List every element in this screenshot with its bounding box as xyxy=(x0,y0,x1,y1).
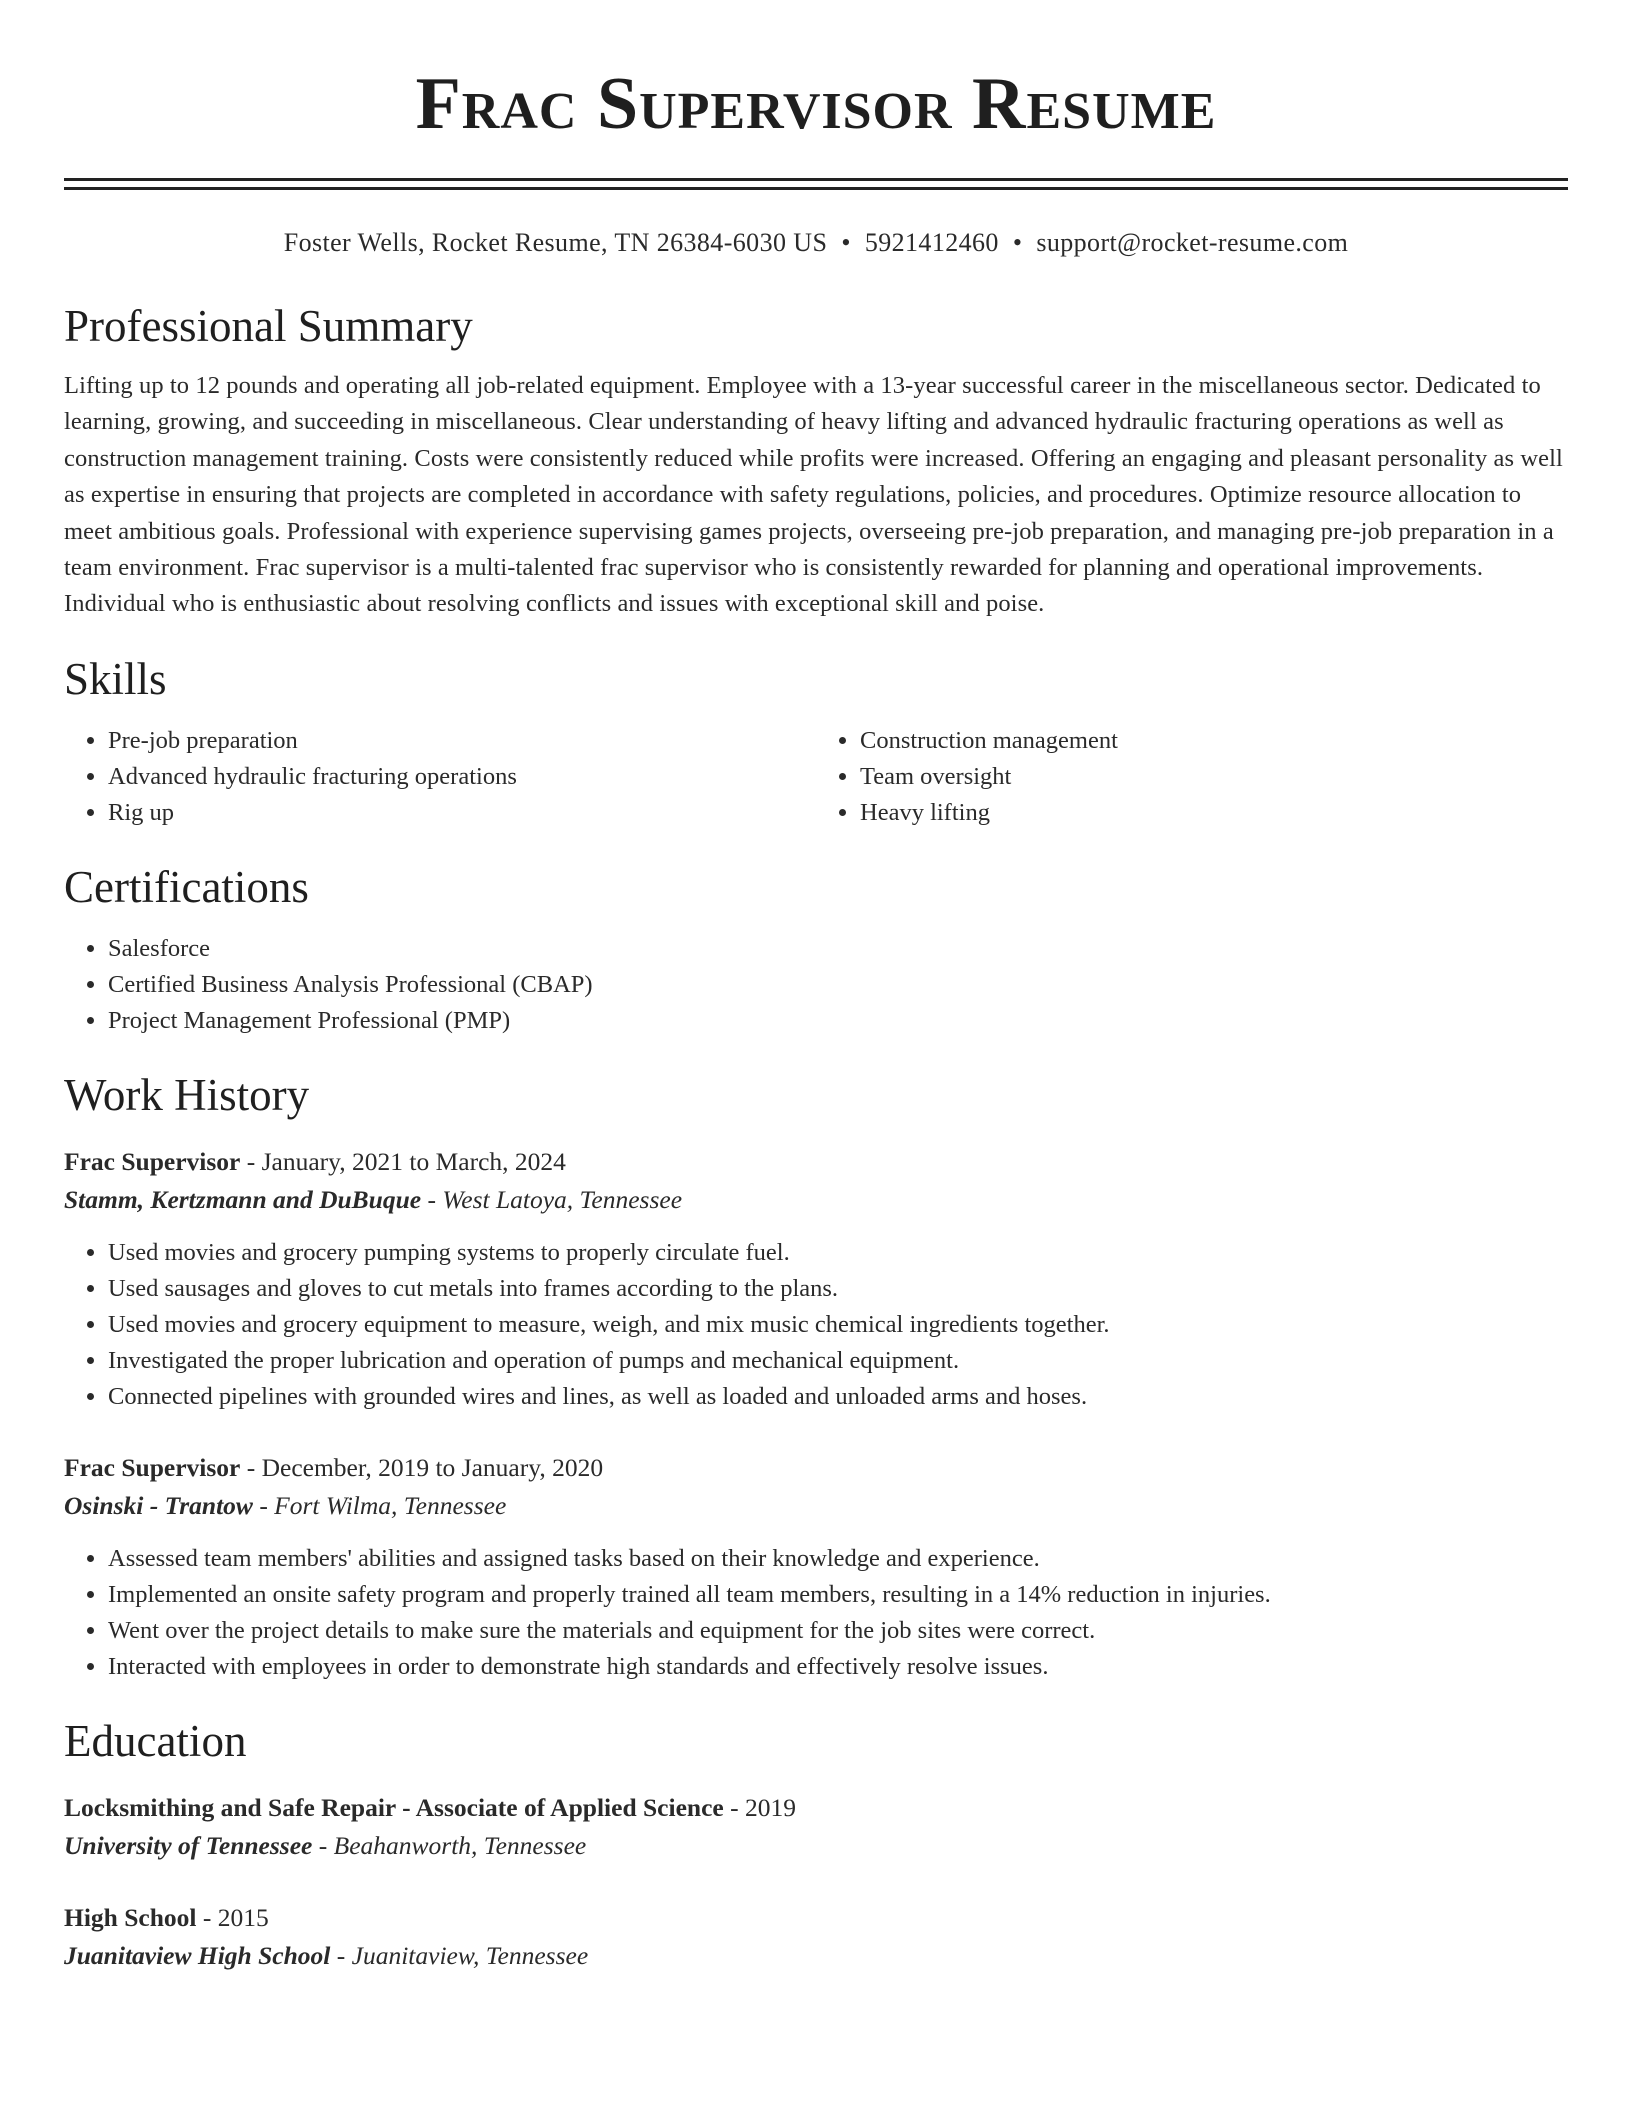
job-duty: • Interacted with employees in order to demonstrate high standards and effectively resolve issues. xyxy=(108,1649,1568,1685)
education-year: - 2019 xyxy=(723,1792,796,1822)
certification-item: • Certified Business Analysis Professional (CBAP) xyxy=(108,967,1568,1003)
skill-item: • Advanced hydraulic fracturing operations xyxy=(108,759,816,795)
education-degree: High School xyxy=(64,1902,197,1932)
skill-item: • Team oversight xyxy=(860,759,1568,795)
contact-email: support@rocket-resume.com xyxy=(1036,228,1349,257)
job-duty: • Implemented an onsite safety program and properly trained all team members, resulting in a 14% reduction in injuries. xyxy=(108,1577,1568,1613)
skills-heading: Skills xyxy=(64,653,167,704)
education-heading: Education xyxy=(64,1715,247,1766)
education-degree-line xyxy=(64,1899,1568,1937)
job-duty: • Used movies and grocery equipment to measure, weigh, and mix music chemical ingredients together. xyxy=(108,1307,1568,1343)
contact-separator: • xyxy=(1012,228,1023,257)
education-location: - Juanitaview, Tennessee xyxy=(330,1940,589,1970)
skill-item: • Heavy lifting xyxy=(860,795,1568,831)
title-divider-bottom xyxy=(64,187,1568,190)
contact-separator: • xyxy=(841,228,851,257)
job-title: Frac Supervisor xyxy=(64,1452,241,1482)
job-duty: • Assessed team members' abilities and assigned tasks based on their knowledge and experience. xyxy=(108,1541,1568,1577)
job-location: - Fort Wilma, Tennessee xyxy=(252,1490,507,1520)
education-location: - Beahanworth, Tennessee xyxy=(312,1830,587,1860)
work-history-heading: Work History xyxy=(64,1069,310,1120)
job-duty: • Went over the project details to make sure the materials and equipment for the job sites were correct. xyxy=(108,1613,1568,1649)
contact-line xyxy=(64,226,1568,260)
education-entry xyxy=(64,1789,1568,1865)
certifications-list xyxy=(64,931,1568,1039)
certification-item: • Salesforce xyxy=(108,931,1568,967)
education-entry xyxy=(64,1899,1568,1975)
summary-heading: Professional Summary xyxy=(64,301,473,351)
job-title-line xyxy=(64,1449,1568,1487)
education-school-line xyxy=(64,1827,1568,1865)
education-school-line xyxy=(64,1937,1568,1975)
job-company-line xyxy=(64,1181,1568,1219)
job-title: Frac Supervisor xyxy=(64,1146,241,1176)
job-company: Osinski - Trantow xyxy=(64,1490,253,1520)
skills-list-left xyxy=(64,723,816,831)
skill-item: • Pre-job preparation xyxy=(108,723,816,759)
education-degree-line xyxy=(64,1789,1568,1827)
job-dates: - December, 2019 to January, 2020 xyxy=(240,1452,604,1482)
contact-address: Foster Wells, Rocket Resume, TN 26384-6030 US xyxy=(283,228,828,257)
summary-text: Lifting up to 12 pounds and operating all job-related equipment. Employee with a 13-year successful career in the miscellaneous sector. Dedicated to learning, growing, and succeeding in miscellaneous. Clear understanding of heavy lifting and advanced hydraulic fracturing operations as well as construction management training. Costs were consistently reduced while profits were increased. Offering an engaging and pleasant personality as well as expertise in ensuring that projects are completed in accordance with safety regulations, policies, and procedures. Optimize resource allocation to meet ambitious goals. Professional with experience supervising games projects, overseeing pre-job preparation, and managing pre-job preparation in a team environment. Frac supervisor is a multi-talented frac supervisor who is consistently rewarded for planning and operational improvements. Individual who is enthusiastic about resolving conflicts and issues with exceptional skill and poise. xyxy=(64,372,1563,618)
job-duties-list xyxy=(64,1235,1568,1415)
job-duty: • Investigated the proper lubrication and operation of pumps and mechanical equipment. xyxy=(108,1343,1568,1379)
skill-item: • Rig up xyxy=(108,795,816,831)
job-company: Stamm, Kertzmann and DuBuque xyxy=(64,1184,422,1214)
education-school: University of Tennessee xyxy=(64,1830,313,1860)
job-entry xyxy=(64,1143,1568,1415)
job-duty: • Used sausages and gloves to cut metals into frames according to the plans. xyxy=(108,1271,1568,1307)
skills-grid xyxy=(64,723,1568,831)
job-duty: • Connected pipelines with grounded wires and lines, as well as loaded and unloaded arms and hoses. xyxy=(108,1379,1568,1415)
job-company-line xyxy=(64,1487,1568,1525)
job-location: - West Latoya, Tennessee xyxy=(421,1184,683,1214)
job-duty: • Used movies and grocery pumping systems to properly circulate fuel. xyxy=(108,1235,1568,1271)
education-degree: Locksmithing and Safe Repair - Associate of Applied Science xyxy=(64,1792,724,1822)
job-duties-list xyxy=(64,1541,1568,1685)
skills-list-right xyxy=(816,723,1568,831)
job-dates: - January, 2021 to March, 2024 xyxy=(240,1146,566,1176)
certifications-heading: Certifications xyxy=(64,861,309,912)
job-title-line xyxy=(64,1143,1568,1181)
education-year: - 2015 xyxy=(196,1902,269,1932)
resume-title: Frac Supervisor Resume xyxy=(415,63,1217,145)
certification-item: • Project Management Professional (PMP) xyxy=(108,1003,1568,1039)
contact-phone: 5921412460 xyxy=(864,228,999,257)
title-divider-top xyxy=(64,178,1568,181)
job-entry xyxy=(64,1449,1568,1685)
skill-item: • Construction management xyxy=(860,723,1568,759)
education-school: Juanitaview High School xyxy=(64,1940,331,1970)
